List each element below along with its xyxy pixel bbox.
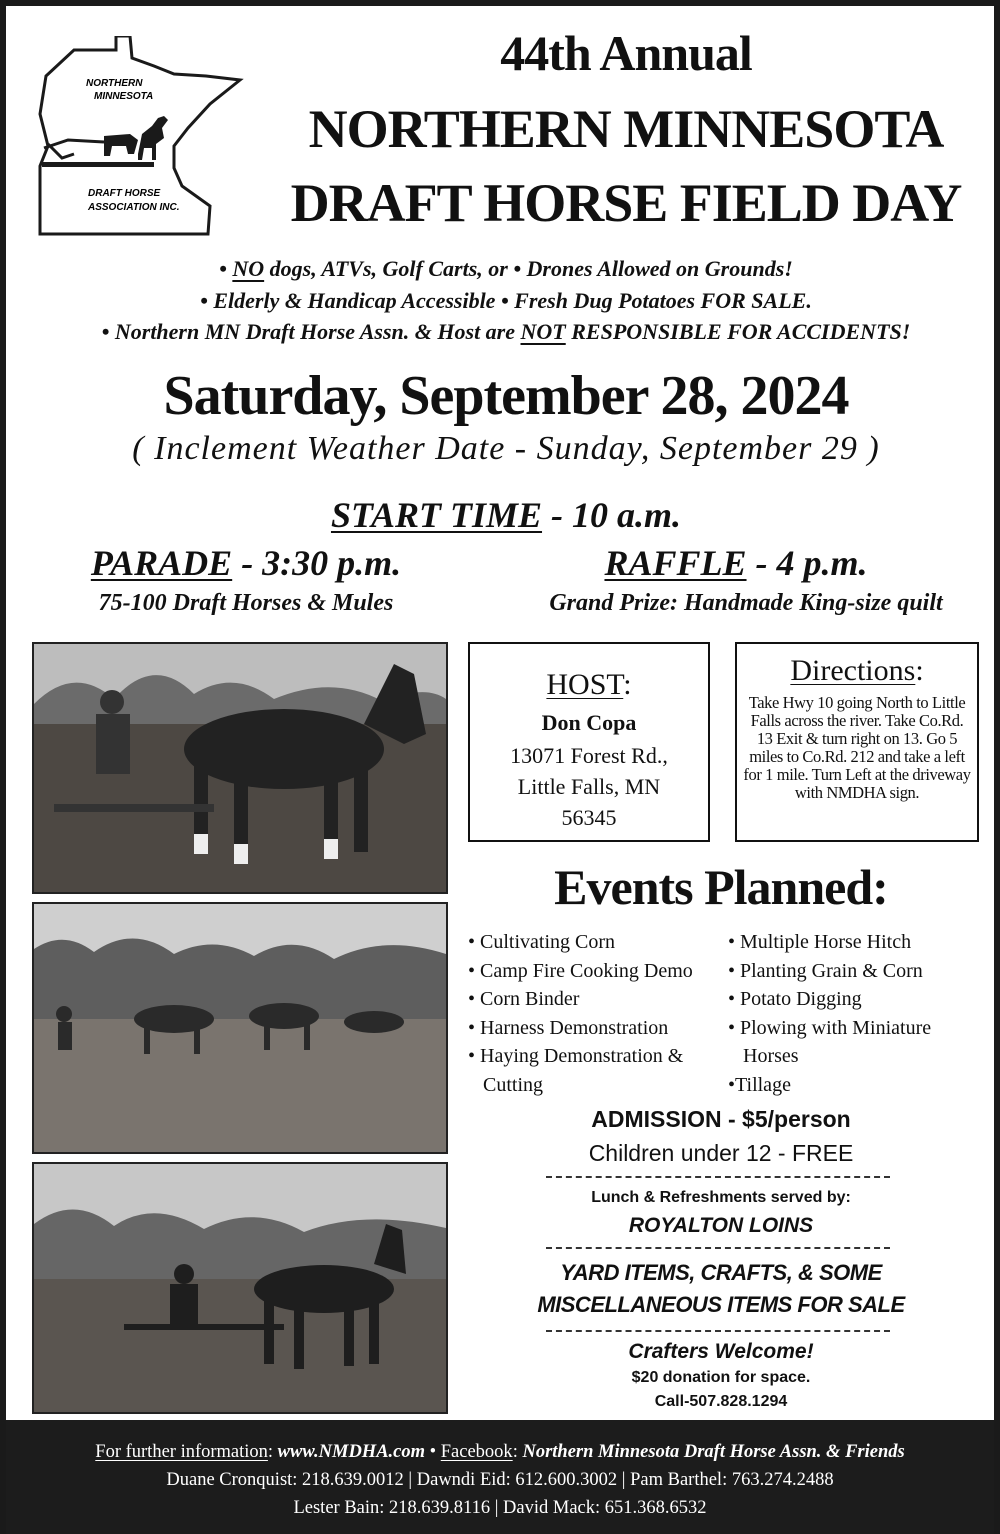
list-item: • Corn Binder (468, 988, 580, 1011)
host-street: 13071 Forest Rd., (510, 743, 668, 768)
event-edition: 44th Annual (500, 25, 752, 81)
raffle-label: RAFFLE (604, 543, 747, 583)
footer-contacts-1: Duane Cronquist: 218.639.0012 | Dawndi Eid: 612.600.3002 | Pam Barthel: 763.274.2488 (166, 1470, 834, 1490)
host-box (468, 642, 710, 842)
list-item: • Camp Fire Cooking Demo (468, 959, 693, 982)
crafters-donation: $20 donation for space. (631, 1369, 811, 1386)
event-date: Saturday, September 28, 2024 (163, 365, 849, 427)
directions-label: Directions: (790, 654, 924, 687)
list-item: Cutting (468, 1073, 544, 1096)
divider (546, 1247, 890, 1249)
photo-single-team-plow (32, 1162, 448, 1414)
list-item: Horses (728, 1045, 799, 1068)
footer-contacts-2: Lester Bain: 218.639.8116 | David Mack: 651.368.6532 (293, 1498, 707, 1518)
list-item: • Cultivating Corn (468, 931, 616, 953)
admission-children: Children under 12 - FREE (588, 1140, 854, 1166)
start-time (6, 494, 1000, 536)
rule-no-dogs: • NO dogs, ATVs, Golf Carts, or • Drones Allowed on Grounds! (219, 256, 793, 281)
raffle-time (486, 542, 986, 584)
divider (546, 1176, 890, 1178)
logo-text-northern: NORTHERN (86, 78, 143, 89)
footer-info-label: For further information (95, 1442, 268, 1462)
host-zip: 56345 (561, 805, 617, 830)
logo-text-association: ASSOCIATION INC. (88, 202, 180, 213)
parade-label: PARADE (90, 543, 233, 583)
start-time-value: - 10 a.m. (542, 495, 682, 535)
list-item: • Haying Demonstration & (468, 1045, 684, 1068)
list-item: • Plowing with Miniature (728, 1016, 932, 1039)
lunch-label: Lunch & Refreshments served by: (591, 1189, 851, 1206)
events-list-left (468, 928, 728, 1100)
association-logo (34, 36, 246, 241)
host-label-text: HOST (546, 668, 624, 701)
logo-text-draft-horse: DRAFT HORSE (88, 188, 161, 199)
host-name: Don Copa (541, 710, 637, 735)
start-time-label: START TIME (330, 495, 543, 535)
footer-info-line: For further information: www.NMDHA.com • Facebook: Northern Minnesota Draft Horse Assn. & Friends (95, 1442, 905, 1462)
parade-value: - 3:30 p.m. (232, 543, 402, 583)
directions-text: Take Hwy 10 going North to Little Falls across the river. Take Co.Rd. 13 Exit & turn right on 13. Go 5 miles to Co.Rd. 212 and take a left for 1 mile. Turn Left at the driveway with NMDHA sign. (743, 693, 971, 802)
list-item: • Harness Demonstration (468, 1016, 669, 1039)
divider (546, 1330, 890, 1332)
raffle-value: - 4 p.m. (746, 543, 868, 583)
yard-sale-line2: MISCELLANEOUS ITEMS FOR SALE (537, 1292, 905, 1317)
yard-sale-line1: YARD ITEMS, CRAFTS, & SOME (560, 1260, 882, 1285)
events-list-right (728, 928, 988, 1100)
list-item: • Planting Grain & Corn (728, 959, 923, 982)
logo-text-minnesota: MINNESOTA (94, 91, 154, 102)
rule-emphasis-not: NOT (520, 319, 566, 344)
admission-price: ADMISSION - $5/person (591, 1106, 851, 1132)
footer (0, 1420, 1000, 1534)
photo-plowing-team (32, 642, 448, 894)
lunch-vendor: ROYALTON LOINS (628, 1214, 814, 1237)
website-link[interactable]: www.NMDHA.com (277, 1442, 426, 1462)
events-title: Events Planned: (554, 859, 888, 915)
host-label: HOST: (546, 668, 632, 701)
facebook-link[interactable]: Northern Minnesota Draft Horse Assn. & Friends (522, 1442, 905, 1462)
event-title-line1: NORTHERN MINNESOTA (308, 99, 944, 159)
directions-label-text: Directions (790, 654, 916, 687)
directions-box (735, 642, 979, 842)
list-item: • Multiple Horse Hitch (728, 931, 912, 953)
rule-liability: • Northern MN Draft Horse Assn. & Host are NOT RESPONSIBLE FOR ACCIDENTS! (101, 319, 911, 344)
horse-plow-icon (42, 116, 168, 167)
rule-emphasis-no: NO (232, 256, 265, 281)
host-city: Little Falls, MN (517, 774, 661, 799)
crafters-welcome: Crafters Welcome! (628, 1340, 814, 1363)
parade-time (36, 542, 456, 584)
weather-date: ( Inclement Weather Date - Sunday, September 29 ) (132, 430, 880, 467)
parade-description: 75-100 Draft Horses & Mules (98, 590, 394, 616)
photo-field-teams (32, 902, 448, 1154)
footer-facebook-label: Facebook (440, 1442, 513, 1462)
event-title-line2: DRAFT HORSE FIELD DAY (290, 173, 962, 233)
crafters-phone: Call-507.828.1294 (654, 1393, 788, 1410)
raffle-prize: Grand Prize: Handmade King-size quilt (549, 590, 943, 616)
list-item: •Tillage (728, 1073, 791, 1096)
list-item: • Potato Digging (728, 988, 862, 1011)
rule-accessible: • Elderly & Handicap Accessible • Fresh Dug Potatoes FOR SALE. (200, 288, 812, 313)
